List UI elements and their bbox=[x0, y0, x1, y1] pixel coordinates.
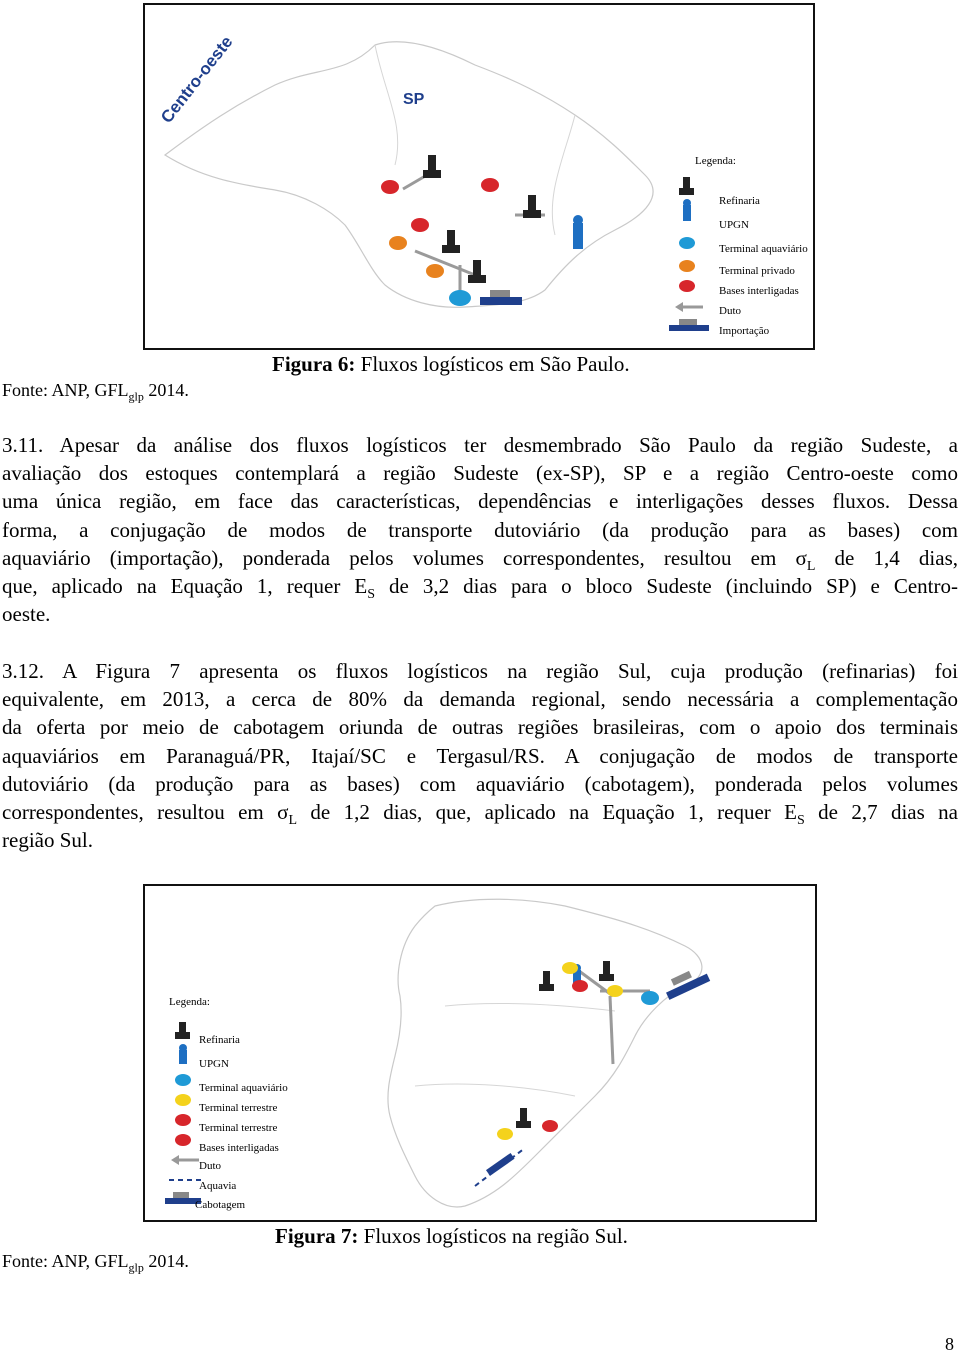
legend-upgn: UPGN bbox=[719, 219, 749, 231]
p312-line-5: dutoviário (da produção para as bases) com aquaviário (cabotagem), ponderada pelos volumes bbox=[2, 771, 958, 796]
page-number: 8 bbox=[945, 1334, 954, 1354]
arrow-left-icon bbox=[675, 302, 703, 312]
upgn-icon bbox=[179, 1044, 187, 1064]
legend-cabotagem: Cabotagem bbox=[195, 1199, 246, 1211]
p312-line-6-end: de 2,7 dias na bbox=[804, 800, 958, 825]
tank-red-icon bbox=[175, 1114, 191, 1126]
legend-upgn: UPGN bbox=[199, 1058, 229, 1070]
figure-6-map bbox=[143, 3, 815, 350]
figure-6-legend bbox=[665, 155, 813, 345]
legend-duto: Duto bbox=[719, 305, 741, 317]
refinery-icon bbox=[679, 177, 694, 195]
tank-red-icon-2 bbox=[175, 1134, 191, 1146]
p311-line-4: forma, a conjugação de modos de transporte dutoviário (da produção para as bases) com bbox=[2, 517, 958, 542]
p312-line-7: região Sul. bbox=[2, 828, 93, 853]
ship-icon-map bbox=[480, 290, 522, 305]
upgn-icon-map bbox=[573, 215, 583, 249]
p311-line-6 bbox=[2, 572, 958, 603]
tank-icons bbox=[381, 178, 499, 306]
p312-line-6 bbox=[2, 798, 958, 829]
south-region-outline bbox=[388, 899, 702, 1207]
figure-6-caption-label: Figura 6: bbox=[272, 352, 356, 376]
legend-bases-interligadas: Bases interligadas bbox=[719, 285, 799, 297]
p311-sigma-sub: L bbox=[806, 559, 816, 574]
figure-7-caption-label: Figura 7: bbox=[275, 1224, 359, 1248]
source-text: Fonte: ANP, GFL bbox=[2, 1251, 129, 1271]
refinery-icon bbox=[175, 1022, 190, 1039]
sp-state-outline bbox=[165, 42, 653, 308]
figure-6-source bbox=[2, 380, 189, 405]
map-label-state: SP bbox=[403, 91, 425, 108]
p311-sigma: σ bbox=[795, 545, 807, 570]
tank-red-icon bbox=[679, 280, 695, 292]
legend-title: Legenda: bbox=[169, 996, 210, 1008]
p311-line-6-text: que, aplicado na Equação 1, requer E bbox=[2, 574, 368, 599]
arrow-left-icon bbox=[171, 1155, 199, 1165]
legend-terminal-terrestre-1: Terminal terrestre bbox=[199, 1102, 278, 1114]
aquavia-line bbox=[475, 1148, 525, 1186]
figure-6-caption bbox=[272, 352, 630, 377]
source-text: Fonte: ANP, GFL bbox=[2, 380, 129, 400]
p312-line-3: da oferta por meio de cabotagem oriunda de outras regiões brasileiras, com o apoio dos terminais bbox=[2, 715, 958, 740]
legend-terminal-aquaviario: Terminal aquaviário bbox=[199, 1082, 288, 1094]
tank-orange-icon bbox=[679, 260, 695, 272]
legend-importacao: Importação bbox=[719, 325, 770, 337]
source-sub: glp bbox=[128, 389, 144, 404]
source-year: 2014. bbox=[143, 380, 189, 400]
p312-line-1: 3.12. A Figura 7 apresenta os fluxos logísticos na região Sul, cuja produção (refinarias) foi bbox=[2, 659, 958, 683]
p311-line-5-end: de 1,4 dias, bbox=[815, 545, 958, 570]
p312-line-4: aquaviários em Paranaguá/PR, Itajaí/SC e Tergasul/RS. A conjugação de modos de transporte bbox=[2, 743, 958, 768]
figure-7-map bbox=[143, 884, 817, 1222]
legend-aquavia: Aquavia bbox=[199, 1180, 237, 1192]
p311-line-1: 3.11. Apesar da análise dos fluxos logísticos ter desmembrado São Paulo da região Sudeste, a bbox=[2, 433, 958, 457]
p312-sigma: σ bbox=[277, 800, 289, 825]
p311-line-5-text: aquaviário (importação), ponderada pelos volumes correspondentes, resultou em bbox=[2, 545, 777, 570]
legend-refinaria: Refinaria bbox=[199, 1034, 240, 1046]
source-year: 2014. bbox=[143, 1251, 189, 1271]
paragraph-3-12 bbox=[2, 657, 958, 854]
legend-icons bbox=[669, 155, 709, 345]
map-label-region: Centro-oeste bbox=[157, 32, 237, 127]
legend-terminal-terrestre-2: Terminal terrestre bbox=[199, 1122, 278, 1134]
p311-line-6-end: de 3,2 dias para o bloco Sudeste (incluindo SP) e Centro- bbox=[375, 574, 958, 599]
figure-7-legend bbox=[155, 996, 325, 1216]
figure-6-caption-text: Fluxos logísticos em São Paulo. bbox=[355, 352, 630, 376]
p311-line-7: oeste. bbox=[2, 602, 51, 627]
p311-line-5 bbox=[2, 544, 958, 572]
p312-sigma-sub: L bbox=[288, 813, 298, 829]
p311-line-3: uma única região, em face das características, dependências e interligações desses fluxos. Dessa bbox=[2, 489, 958, 514]
legend-title: Legenda: bbox=[695, 155, 736, 167]
legend-duto: Duto bbox=[199, 1160, 221, 1172]
p312-line-6-mid: de 1,2 dias, que, aplicado na Equação 1, requer E bbox=[297, 800, 797, 825]
p312-line-2: equivalente, em 2013, a cerca de 80% da demanda regional, sendo necessária a complementação bbox=[2, 687, 958, 712]
legend-refinaria: Refinaria bbox=[719, 195, 760, 207]
legend-bases-interligadas: Bases interligadas bbox=[199, 1142, 279, 1154]
legend-terminal-privado: Terminal privado bbox=[719, 265, 795, 277]
tank-blue-icon bbox=[175, 1074, 191, 1086]
upgn-icon bbox=[683, 199, 691, 221]
source-sub: glp bbox=[128, 1260, 144, 1275]
ship-icons-map bbox=[486, 971, 710, 1176]
figure-7-caption-text: Fluxos logísticos na região Sul. bbox=[358, 1224, 628, 1248]
legend-terminal-aquaviario: Terminal aquaviário bbox=[719, 243, 808, 255]
figure-7-source bbox=[2, 1251, 189, 1276]
refinery-icons bbox=[423, 155, 541, 283]
p311-line-2: avaliação dos estoques contemplará a região Sudeste (ex-SP), SP e a região Centro-oeste como bbox=[2, 461, 958, 486]
p312-es-sub: S bbox=[796, 813, 805, 829]
tank-blue-icon bbox=[679, 237, 695, 249]
ship-icon bbox=[669, 319, 709, 331]
p312-line-6-text: correspondentes, resultou em bbox=[2, 800, 278, 825]
p311-es-sub: S bbox=[367, 587, 375, 603]
paragraph-3-11 bbox=[2, 431, 958, 628]
figure-7-caption bbox=[275, 1224, 628, 1249]
tank-yellow-icon bbox=[175, 1094, 191, 1106]
